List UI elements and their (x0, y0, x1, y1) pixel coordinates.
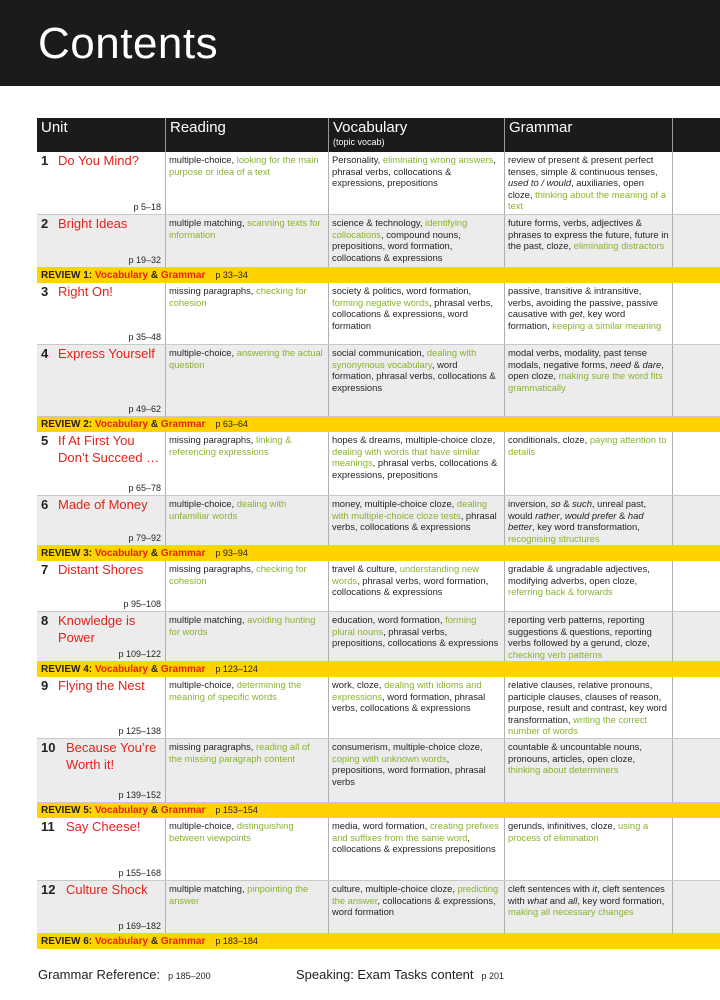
unit-title: Knowledge is Power (58, 613, 136, 645)
unit-pages: p 79–92 (128, 533, 161, 543)
unit-row (37, 496, 720, 546)
unit-pages: p 35–48 (128, 332, 161, 342)
col-extra (673, 118, 720, 152)
content-text: review of present & present perfect tenses, simple & continuous tenses, (508, 154, 658, 177)
unit-cell (37, 283, 166, 344)
unit-number: 3 (41, 284, 49, 299)
content-text: , compound nouns, prepositions, word formation, collocations & expressions (332, 228, 461, 263)
review-pages: p 93–94 (215, 548, 248, 558)
review-label: REVIEW 5: (41, 805, 93, 816)
unit-title: Because You’re Worth it! (66, 740, 157, 772)
skill-text: looking for the main purpose or idea of a text (169, 154, 319, 177)
grammar-cell (505, 677, 673, 738)
skill-text: referring back & forwards (508, 586, 613, 598)
grammar-cell (505, 496, 673, 545)
review-label: REVIEW 1: (41, 270, 93, 281)
unit-cell (37, 152, 166, 214)
content-text: missing paragraphs, (169, 285, 257, 296)
unit-row (37, 881, 720, 934)
unit-number: 2 (41, 216, 49, 231)
review-pages: p 33–34 (215, 270, 248, 280)
review-pages: p 123–124 (215, 664, 258, 674)
grammar-reference: Grammar Reference: p 185–200 (38, 967, 211, 982)
content-text: , phrasal verbs, prepositions, collocations & expressions (332, 625, 499, 649)
unit-row (37, 612, 720, 662)
unit-number: 1 (41, 153, 49, 168)
unit-title: Right On! (58, 284, 113, 299)
col-vocabulary: Vocabulary (topic vocab) (329, 118, 505, 152)
grammar-cell (505, 432, 673, 495)
content-text: & (616, 509, 628, 521)
unit-title: Express Yourself (58, 346, 155, 361)
page-header (0, 0, 720, 86)
content-text: gerunds, infinitives, cloze, (508, 820, 618, 831)
content-text: money, multiple-choice cloze, (332, 498, 457, 509)
unit-title: Flying the Nest (58, 678, 145, 693)
skill-text: avoiding hunting for words (169, 614, 316, 637)
review-grammar: Grammar (160, 270, 206, 281)
vocabulary-cell (329, 612, 505, 661)
review-pages: p 183–184 (215, 936, 258, 946)
review-amp: & (150, 805, 159, 816)
vocabulary-cell (329, 818, 505, 880)
unit-number: 5 (41, 433, 49, 448)
content-text: missing paragraphs, (169, 563, 257, 574)
review-pages: p 153–154 (215, 805, 258, 815)
unit-title: Say Cheese! (66, 819, 141, 834)
content-text: science & technology, (332, 217, 426, 228)
review-grammar: Grammar (160, 419, 206, 430)
unit-pages: p 109–122 (118, 649, 161, 659)
content-text: & (560, 498, 573, 509)
extra-cell (673, 677, 720, 738)
unit-row (37, 345, 720, 417)
unit-title: Made of Money (58, 497, 148, 512)
content-text: consumerism, multiple-choice cloze, (332, 741, 483, 752)
content-text: , key word formation, (508, 308, 626, 331)
content-text: , auxiliaries, open cloze, (508, 177, 645, 200)
skill-text: thinking about the meaning of a text (508, 188, 666, 212)
content-text: need (610, 358, 631, 370)
col-reading: Reading (166, 118, 329, 152)
vocabulary-cell (329, 432, 505, 495)
extra-cell (673, 739, 720, 802)
content-text: , unreal past, would (508, 498, 647, 521)
unit-row (37, 432, 720, 496)
vocabulary-cell (329, 561, 505, 611)
vocabulary-cell (329, 881, 505, 933)
unit-row (37, 818, 720, 881)
vocabulary-cell (329, 345, 505, 416)
review-label: REVIEW 6: (41, 936, 93, 947)
skill-text: dealing with words that have similar meanings (332, 445, 480, 469)
skill-text: writing the correct number of words (508, 713, 648, 737)
table-body (37, 152, 720, 949)
content-text: , collocations & expressions, word formation (332, 894, 496, 918)
reading-cell (166, 152, 329, 214)
content-text: work, cloze, (332, 679, 385, 690)
content-text: multiple matching, (169, 883, 248, 894)
content-text: countable & uncountable nouns, pronouns, articles, open cloze, (508, 741, 642, 764)
unit-cell (37, 612, 166, 661)
unit-cell (37, 561, 166, 611)
review-label: REVIEW 2: (41, 419, 93, 430)
content-text: , phrasal verbs, collocations & expressions, prepositions (332, 457, 498, 480)
review-amp: & (150, 936, 159, 947)
table-header (37, 118, 720, 152)
review-amp: & (150, 419, 159, 430)
col-grammar: Grammar (505, 118, 673, 152)
review-grammar: Grammar (160, 936, 206, 947)
reading-cell (166, 881, 329, 933)
content-text: multiple-choice, (169, 154, 237, 165)
unit-row (37, 561, 720, 612)
skill-text: checking for cohesion (169, 285, 307, 308)
content-text: dare (642, 358, 662, 370)
unit-title: Do You Mind? (58, 153, 139, 168)
content-text: such (572, 498, 592, 509)
extra-cell (673, 432, 720, 495)
unit-cell (37, 215, 166, 267)
review-row (37, 662, 720, 677)
unit-cell (37, 677, 166, 738)
review-vocab: Vocabulary (94, 419, 149, 430)
skill-text: creating prefixes and suffixes from the same word (332, 820, 499, 843)
review-row (37, 417, 720, 432)
content-text: & (631, 358, 643, 370)
grammar-cell (505, 739, 673, 802)
content-text: gradable & ungradable adjectives, modifying adverbs, open cloze, (508, 563, 650, 586)
skill-text: thinking about determiners (508, 764, 619, 776)
content-text: , phrasal verbs, collocations & expressions, word formation (332, 296, 494, 331)
grammar-cell (505, 612, 673, 661)
unit-pages: p 19–32 (128, 255, 161, 265)
skill-text: dealing with synonymous vocabulary (332, 347, 477, 370)
content-text: conditionals, cloze, (508, 434, 590, 445)
reading-cell (166, 818, 329, 880)
unit-number: 8 (41, 613, 49, 628)
skill-text: answering the actual question (169, 347, 323, 370)
skill-text: using a process of elimination (508, 820, 649, 843)
content-text: travel & culture, (332, 563, 400, 574)
content-text: cleft sentences with (508, 883, 593, 894)
reading-cell (166, 496, 329, 545)
skill-text: forming plural nouns (332, 614, 477, 637)
content-text: used to / would (508, 177, 572, 189)
unit-row (37, 739, 720, 803)
unit-row (37, 152, 720, 215)
content-text: , prepositions, word formation, phrasal verbs (332, 752, 486, 787)
skill-text: pinpointing the answer (169, 883, 309, 906)
unit-title: Bright Ideas (58, 216, 128, 231)
content-text: so (550, 498, 561, 509)
skill-text: eliminating distractors (573, 240, 665, 252)
skill-text: dealing with idioms and expressions (332, 679, 482, 702)
content-text: had better (508, 509, 644, 533)
extra-cell (673, 881, 720, 933)
grammar-cell (505, 881, 673, 933)
content-text: , phrasal verbs, collocations & expressions, prepositions (332, 154, 496, 189)
grammar-cell (505, 561, 673, 611)
content-text: future forms, verbs, adjectives & phrases to express the future, future in the past, cloze, (508, 217, 669, 252)
speaking-reference: Speaking: Exam Tasks content p 201 (296, 967, 505, 982)
unit-number: 9 (41, 678, 49, 693)
skill-text: understanding new words (332, 563, 479, 586)
content-text: would prefer (564, 509, 617, 521)
skill-text: determining the meaning of specific words (169, 679, 302, 702)
reading-cell (166, 612, 329, 661)
content-text: reporting verb patterns, reporting suggestions & questions, reporting verbs followed by a gerund, cloze, (508, 614, 652, 649)
content-text: , key word transformation, (531, 521, 640, 533)
skill-text: predicting the answer (332, 883, 499, 906)
unit-cell (37, 881, 166, 933)
unit-cell (37, 432, 166, 495)
unit-pages: p 65–78 (128, 483, 161, 493)
skill-text: eliminating wrong answers (382, 154, 494, 165)
review-row (37, 268, 720, 283)
review-row (37, 934, 720, 949)
content-text: education, word formation, (332, 614, 446, 625)
skill-text: linking & referencing expressions (169, 434, 292, 457)
content-text: it (592, 883, 598, 894)
footer (38, 967, 720, 987)
skill-text: keeping a similar meaning (552, 319, 662, 331)
skill-text: checking for cohesion (169, 563, 307, 586)
unit-pages: p 95–108 (123, 599, 161, 609)
vocabulary-cell (329, 739, 505, 802)
reading-cell (166, 677, 329, 738)
skill-text: dealing with multiple-choice cloze tests (332, 498, 488, 521)
content-text: , key word formation, (577, 894, 665, 906)
content-text: , (559, 509, 565, 521)
unit-pages: p 155–168 (118, 868, 161, 878)
review-label: REVIEW 3: (41, 548, 93, 559)
unit-cell (37, 818, 166, 880)
skill-text: coping with unknown words (332, 752, 447, 764)
unit-cell (37, 496, 166, 545)
unit-number: 7 (41, 562, 49, 577)
review-grammar: Grammar (160, 548, 206, 559)
content-text: multiple-choice, (169, 820, 237, 831)
review-vocab: Vocabulary (94, 936, 149, 947)
unit-title: If At First You Don’t Succeed … (58, 433, 160, 465)
vocabulary-cell (329, 152, 505, 214)
vocabulary-cell (329, 496, 505, 545)
review-amp: & (150, 664, 159, 675)
unit-pages: p 5–18 (133, 202, 161, 212)
skill-text: forming negative words (332, 296, 429, 308)
content-text: hopes & dreams, multiple-choice cloze, (332, 434, 496, 445)
content-text: media, word formation, (332, 820, 430, 831)
unit-pages: p 49–62 (128, 404, 161, 414)
page-title: Contents (38, 19, 219, 68)
content-text: missing paragraphs, (169, 434, 257, 445)
vocabulary-cell (329, 215, 505, 267)
reading-cell (166, 739, 329, 802)
content-text: , collocations & expressions prepositions (332, 831, 496, 855)
unit-title: Culture Shock (66, 882, 148, 897)
vocabulary-cell (329, 677, 505, 738)
unit-row (37, 677, 720, 739)
skill-text: distinguishing between viewpoints (169, 820, 294, 843)
grammar-cell (505, 818, 673, 880)
content-text: , open cloze, (508, 358, 664, 382)
content-text: , phrasal verbs, collocations & expressions (332, 509, 497, 533)
reading-cell (166, 561, 329, 611)
extra-cell (673, 818, 720, 880)
content-text: passive, transitive & intransitive, verbs, avoiding the passive, passive causative with (508, 285, 659, 320)
vocabulary-cell (329, 283, 505, 344)
extra-cell (673, 561, 720, 611)
content-text: social communication, (332, 347, 427, 358)
content-text: rather (535, 509, 560, 521)
unit-number: 11 (41, 819, 55, 834)
content-text: and (547, 894, 568, 906)
extra-cell (673, 283, 720, 344)
extra-cell (673, 612, 720, 661)
grammar-cell (505, 152, 673, 214)
grammar-cell (505, 283, 673, 344)
skill-text: recognising structures (508, 532, 600, 544)
skill-text: making sure the word fits grammatically (508, 370, 663, 393)
unit-row (37, 283, 720, 345)
unit-number: 12 (41, 882, 56, 897)
review-label: REVIEW 4: (41, 664, 93, 675)
content-text: multiple-choice, (169, 498, 237, 509)
content-text: get (569, 308, 583, 320)
skill-text: scanning texts for information (169, 217, 321, 240)
review-row (37, 803, 720, 818)
contents-table (37, 118, 720, 949)
content-text: , word formation, phrasal verbs, collocations & expressions (332, 358, 496, 393)
review-grammar: Grammar (160, 805, 206, 816)
grammar-cell (505, 345, 673, 416)
content-text: multiple-choice, (169, 347, 237, 358)
unit-pages: p 139–152 (118, 790, 161, 800)
reading-cell (166, 283, 329, 344)
review-pages: p 63–64 (215, 419, 248, 429)
content-text: modal verbs, modality, past tense modals, negative forms, (508, 347, 647, 370)
unit-cell (37, 345, 166, 416)
skill-text: checking verb patterns (508, 648, 603, 660)
reading-cell (166, 432, 329, 495)
skill-text: making all necessary changes (508, 906, 634, 918)
skill-text: identifying collocations (332, 217, 468, 240)
unit-number: 10 (41, 740, 56, 755)
review-vocab: Vocabulary (94, 270, 149, 281)
unit-title: Distant Shores (58, 562, 144, 577)
content-text: multiple-choice, (169, 679, 237, 690)
review-vocab: Vocabulary (94, 548, 149, 559)
content-text: , phrasal verbs, word formation, collocations & expressions (332, 574, 489, 598)
skill-text: paying attention to details (508, 434, 667, 457)
reading-cell (166, 215, 329, 267)
unit-number: 4 (41, 346, 49, 361)
content-text: , cleft sentences with (508, 883, 665, 906)
extra-cell (673, 496, 720, 545)
content-text: multiple matching, (169, 217, 248, 228)
content-text: culture, multiple-choice cloze, (332, 883, 458, 894)
content-text: society & politics, word formation, (332, 285, 472, 296)
skill-text: dealing with unfamiliar words (169, 498, 287, 521)
content-text: relative clauses, relative pronouns, participle clauses, clauses of reason, purpose, result and contrast, key word transformation, (508, 679, 667, 725)
extra-cell (673, 152, 720, 214)
content-text: all (567, 894, 578, 906)
review-vocab: Vocabulary (94, 664, 149, 675)
review-amp: & (150, 548, 159, 559)
content-text: missing paragraphs, (169, 741, 257, 752)
unit-number: 6 (41, 497, 49, 512)
review-row (37, 546, 720, 561)
review-vocab: Vocabulary (94, 805, 149, 816)
review-grammar: Grammar (160, 664, 206, 675)
review-amp: & (150, 270, 159, 281)
extra-cell (673, 215, 720, 267)
unit-row (37, 215, 720, 268)
skill-text: reading all of the missing paragraph content (169, 741, 310, 764)
content-text: inversion, (508, 498, 551, 509)
unit-cell (37, 739, 166, 802)
content-text: multiple matching, (169, 614, 248, 625)
content-text: , word formation, phrasal verbs, collocations & expressions (332, 690, 486, 714)
extra-cell (673, 345, 720, 416)
unit-pages: p 169–182 (118, 921, 161, 931)
col-unit: Unit (37, 118, 166, 152)
grammar-cell (505, 215, 673, 267)
content-text: Personality, (332, 154, 383, 165)
content-text: what (527, 894, 548, 906)
unit-pages: p 125–138 (118, 726, 161, 736)
reading-cell (166, 345, 329, 416)
